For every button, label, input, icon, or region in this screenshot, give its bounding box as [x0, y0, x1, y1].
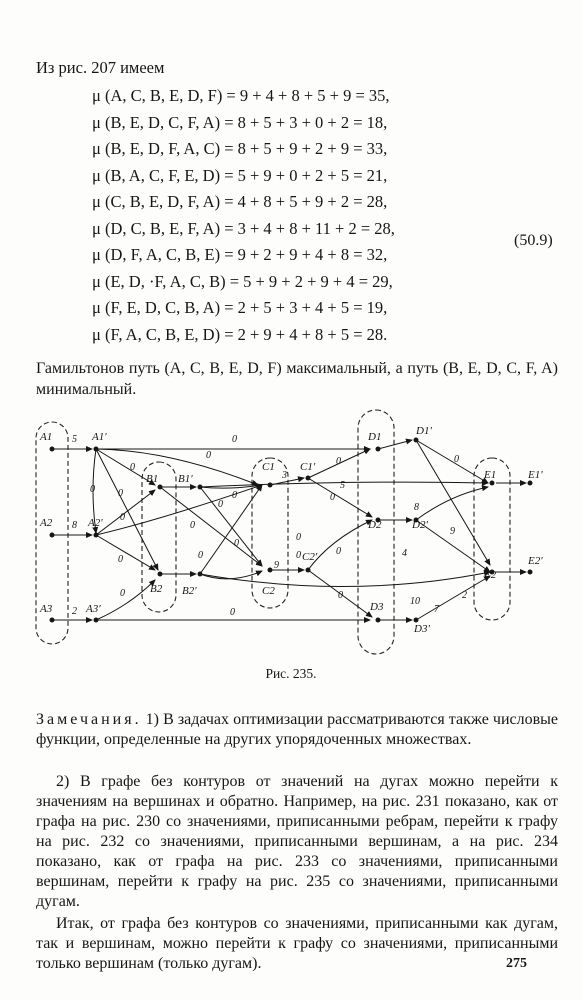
- equation-line: μ (C, B, E, D, F, A) = 4 + 8 + 5 + 9 + 2 = 28,: [92, 192, 388, 211]
- equation-line: μ (F, E, D, C, B, A) = 2 + 5 + 3 + 4 + 5 = 19,: [92, 298, 388, 317]
- node-label: E2: [484, 569, 497, 581]
- edge-weight: 0: [230, 607, 235, 618]
- node-label: E1': [528, 469, 543, 481]
- page-number: 275: [506, 956, 527, 971]
- edge-weight: 10: [410, 596, 420, 607]
- node-label: D2: [368, 519, 382, 531]
- paragraph-conclusion: Итак, от графа без контуров со значениями, приписанными как дугам, так и вершинам, можно перейти к графу со значениями, приписанными только вершинам (только дугам).: [36, 915, 558, 972]
- node-label: A3': [86, 603, 101, 615]
- intro-text: Из рис. 207 имеем: [36, 58, 165, 77]
- node-label: C1': [300, 461, 316, 473]
- remarks-title: Замечания.: [36, 711, 142, 728]
- node-B2p: [198, 572, 203, 577]
- node-label: D1': [416, 425, 432, 437]
- edge-weight: 0: [118, 554, 123, 565]
- node-label: B2: [150, 583, 163, 595]
- node-A1p: [94, 447, 99, 452]
- edge-weight: 0: [336, 546, 341, 557]
- edge-weight: 9: [450, 526, 455, 537]
- edge-weight: 0: [218, 499, 223, 510]
- edge-weight: 0: [296, 550, 301, 561]
- node-E1p: [528, 481, 533, 486]
- edge-weight: 0: [90, 484, 95, 495]
- node-label: A3: [40, 603, 53, 615]
- edge-weight: 0: [330, 492, 335, 503]
- edge-weight: 0: [336, 456, 341, 467]
- node-label: A1: [40, 431, 53, 443]
- node-B2: [158, 572, 163, 577]
- node-label: A1': [92, 431, 107, 443]
- node-C1: [268, 483, 273, 488]
- node-A2: [50, 533, 55, 538]
- edge-weight: 3: [282, 470, 287, 481]
- edge-weight: 2: [72, 606, 77, 617]
- edge-weight: 8: [72, 520, 77, 531]
- node-A2p: [94, 533, 99, 538]
- equation-line: μ (B, E, D, C, F, A) = 8 + 5 + 3 + 0 + 2 = 18,: [92, 112, 388, 132]
- node-B1p: [198, 485, 203, 490]
- node-C2p: [306, 568, 311, 573]
- edge-weight: 0: [120, 588, 125, 599]
- node-label: D1: [368, 431, 382, 443]
- edge-weight: 5: [340, 480, 345, 491]
- node-D1: [376, 447, 381, 452]
- node-label: C1: [262, 461, 275, 473]
- edge-weight: 0: [232, 490, 237, 501]
- paragraph-transition: 2) В графе без контуров от значений на дугах можно перейти к значениям на вершинах и обратно. Например, на рис. 231 показано, как от графа на рис. 230 со значениями, приписанными ребрам, перейти к графу на рис. 232 со значениями, приписанными вершинам, а на рис. 234 показано, как от графа на рис. 233 со значениями, приписанными вершинам, перейти к графу на рис. 235 со значениями, приписанными дугам.: [36, 773, 558, 910]
- edge-weight: 0: [130, 462, 135, 473]
- edge-weight: 9: [274, 560, 279, 571]
- edge-weight: 4: [402, 548, 407, 559]
- equation-number: (50.9): [514, 232, 553, 249]
- paragraph-hamiltonian: Гамильтонов путь (A, C, B, E, D, F) максимальный, а путь (B, E, D, C, F, A) минимальный.: [36, 360, 558, 398]
- node-label: D3': [414, 623, 430, 635]
- node-A3p: [94, 618, 99, 623]
- equation-line: μ (E, D, ·F, A, C, B) = 5 + 9 + 2 + 9 + 4 = 29,: [92, 271, 393, 291]
- node-label: B2': [182, 585, 197, 597]
- edge-weight: 8: [414, 502, 419, 513]
- node-label: E2': [528, 555, 543, 567]
- edge-weight: 7: [434, 604, 439, 615]
- node-label: D3: [370, 601, 384, 613]
- node-label: D2': [412, 519, 428, 531]
- node-label: C2: [262, 585, 275, 597]
- node-label: C2': [302, 551, 318, 563]
- edge-weight: 0: [454, 454, 459, 465]
- node-A1: [50, 447, 55, 452]
- edge-weight: 0: [232, 434, 237, 445]
- equation-line: μ (A, C, B, E, D, F) = 9 + 4 + 8 + 5 + 9 = 35,: [92, 86, 390, 105]
- edge-weight: 0: [234, 538, 239, 549]
- edge-weight: 0: [118, 488, 123, 499]
- edge-weight: 0: [190, 520, 195, 531]
- node-label: A2': [88, 517, 103, 529]
- equation-line: μ (D, C, B, E, F, A) = 3 + 4 + 8 + 11 + 2 = 28,: [92, 218, 395, 238]
- equation-line: μ (F, A, C, B, E, D) = 2 + 9 + 4 + 8 + 5 = 28.: [92, 324, 388, 344]
- node-D3p: [414, 618, 419, 623]
- paragraph-remarks: [36, 710, 558, 750]
- node-label: E1: [484, 469, 497, 481]
- equation-line: μ (B, A, C, F, E, D) = 5 + 9 + 0 + 2 + 5 = 21,: [92, 165, 388, 185]
- node-D1p: [414, 438, 419, 443]
- figure-caption: Рис. 235.: [265, 666, 317, 681]
- edge-weight: 0: [206, 450, 211, 461]
- node-B1: [158, 485, 163, 490]
- equation-line: μ (D, F, A, C, B, E) = 9 + 2 + 9 + 4 + 8 = 32,: [92, 245, 388, 264]
- node-C1p: [306, 476, 311, 481]
- edge-weight: 0: [296, 532, 301, 543]
- node-C2: [268, 568, 273, 573]
- edge-weight: 5: [72, 434, 77, 445]
- node-E2p: [528, 570, 533, 575]
- edge-weight: 0: [120, 512, 125, 523]
- node-E1: [490, 481, 495, 486]
- node-A3: [50, 618, 55, 623]
- equation-line: μ (B, E, D, F, A, C) = 8 + 5 + 9 + 2 + 9 = 33,: [92, 139, 388, 158]
- edge-weight: 0: [338, 590, 343, 601]
- remarks-text: 1) В задачах оптимизации рассматриваются также числовые функции, определенные на других упорядоченных множествах.: [36, 711, 558, 748]
- node-label: B1': [178, 473, 193, 485]
- edge-weight: 2: [462, 590, 467, 601]
- node-label: B1: [146, 473, 159, 485]
- node-label: A2: [40, 517, 53, 529]
- edge-weight: 0: [198, 550, 203, 561]
- node-D3: [376, 618, 381, 623]
